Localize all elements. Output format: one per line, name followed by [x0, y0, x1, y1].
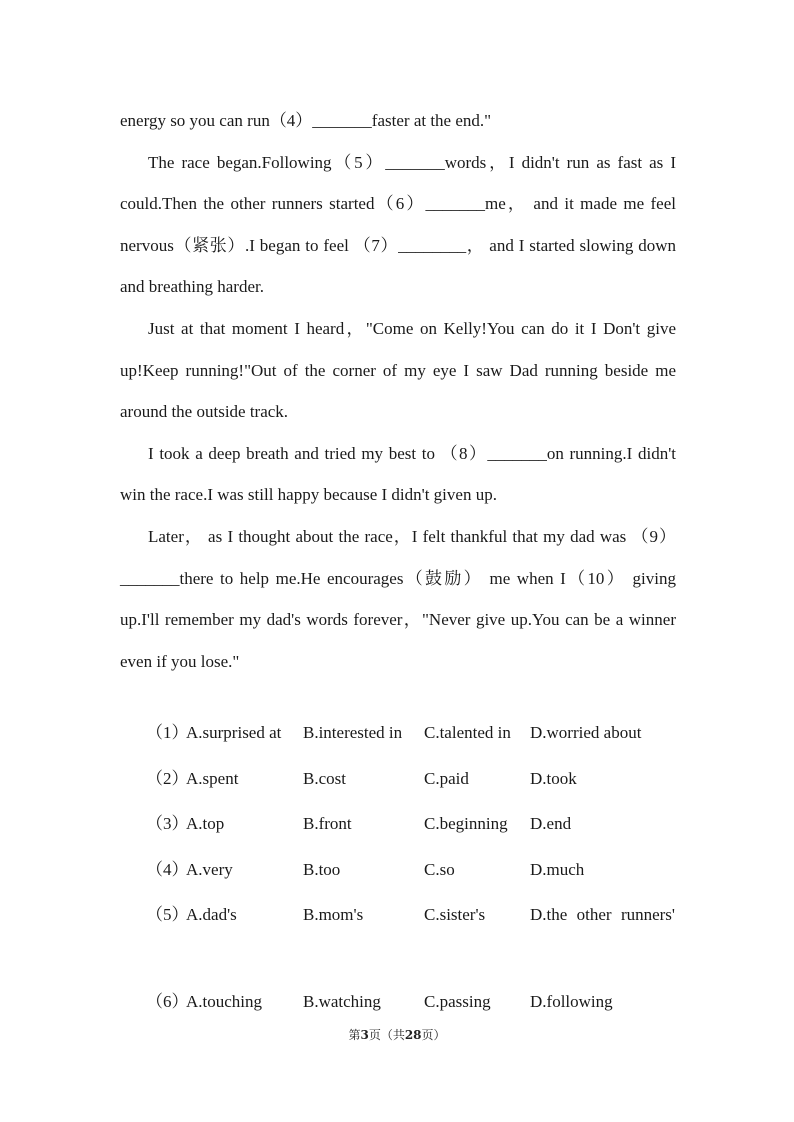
option-d: D.much: [530, 859, 585, 879]
question-row: [146, 714, 706, 760]
footer-suffix: 页）: [421, 1028, 446, 1042]
footer-prefix: 第: [348, 1028, 361, 1042]
option-c: C.talented in: [424, 723, 511, 742]
option-a: A.top: [186, 814, 225, 834]
option-b: B.cost: [303, 768, 346, 788]
option-d: D.end: [530, 814, 572, 834]
footer-middle: 页（共: [368, 1028, 405, 1042]
question-row: [146, 896, 706, 983]
option-b: B.mom's: [303, 905, 364, 925]
option-c: C.passing: [424, 992, 491, 1012]
answer-options: [146, 714, 706, 1029]
option-b: B.too: [303, 859, 341, 879]
reading-passage: [120, 100, 676, 682]
option-c: C.paid: [424, 768, 469, 788]
page-footer: [0, 1026, 794, 1043]
option-c: C.beginning: [424, 814, 508, 834]
option-d: D.worried about: [530, 723, 642, 742]
passage-paragraph: I took a deep breath and tried my best to （8）_______on running.I didn't win the race.I was still happy because I didn't given up.: [120, 443, 676, 505]
question-number: （2）: [146, 768, 189, 788]
passage-paragraph: Just at that moment I heard，"Come on Kelly!You can do it I Don't give up!Keep running!"Out of the corner of my eye I saw Dad running beside me around the outside track.: [120, 318, 676, 422]
question-number: （1）: [146, 723, 189, 742]
passage-paragraph: Later， as I thought about the race，I felt thankful that my dad was （9）_______there to help me.He encourages（鼓励） me when I（10） giving up.I'll remember my dad's words forever，"Never give up.You can be a winner even if you lose.": [120, 526, 676, 671]
option-a: A.touching: [186, 992, 263, 1012]
total-pages: 28: [404, 1028, 422, 1042]
question-number: （4）: [146, 859, 189, 879]
option-a: A.surprised at: [186, 723, 282, 742]
option-c: C.so: [424, 859, 455, 879]
question-row: [146, 760, 706, 806]
question-number: （3）: [146, 814, 189, 834]
option-d: D.took: [530, 768, 577, 788]
question-row: [146, 851, 706, 897]
page-number: 3: [360, 1028, 369, 1042]
option-c: C.sister's: [424, 905, 486, 925]
option-a: A.very: [186, 859, 233, 879]
option-b: B.front: [303, 814, 352, 834]
option-d: D.the other runners': [530, 905, 675, 925]
option-b: B.interested in: [303, 723, 403, 742]
option-a: A.spent: [186, 768, 239, 788]
question-number: （5）: [146, 905, 189, 925]
question-number: （6）: [146, 992, 189, 1012]
option-d: D.following: [530, 992, 613, 1012]
question-row: [146, 983, 706, 1029]
passage-paragraph: The race began.Following（5）_______words，I didn't run as fast as I could.Then the other runners started（6）_______me， and it made me feel nervous（紧张）.I began to feel （7）________， and I started slowing down and breathing harder.: [120, 152, 676, 297]
option-a: A.dad's: [186, 905, 237, 925]
option-b: B.watching: [303, 992, 381, 1012]
passage-paragraph: energy so you can run（4）_______faster at the end.": [120, 111, 492, 130]
question-row: [146, 805, 706, 851]
